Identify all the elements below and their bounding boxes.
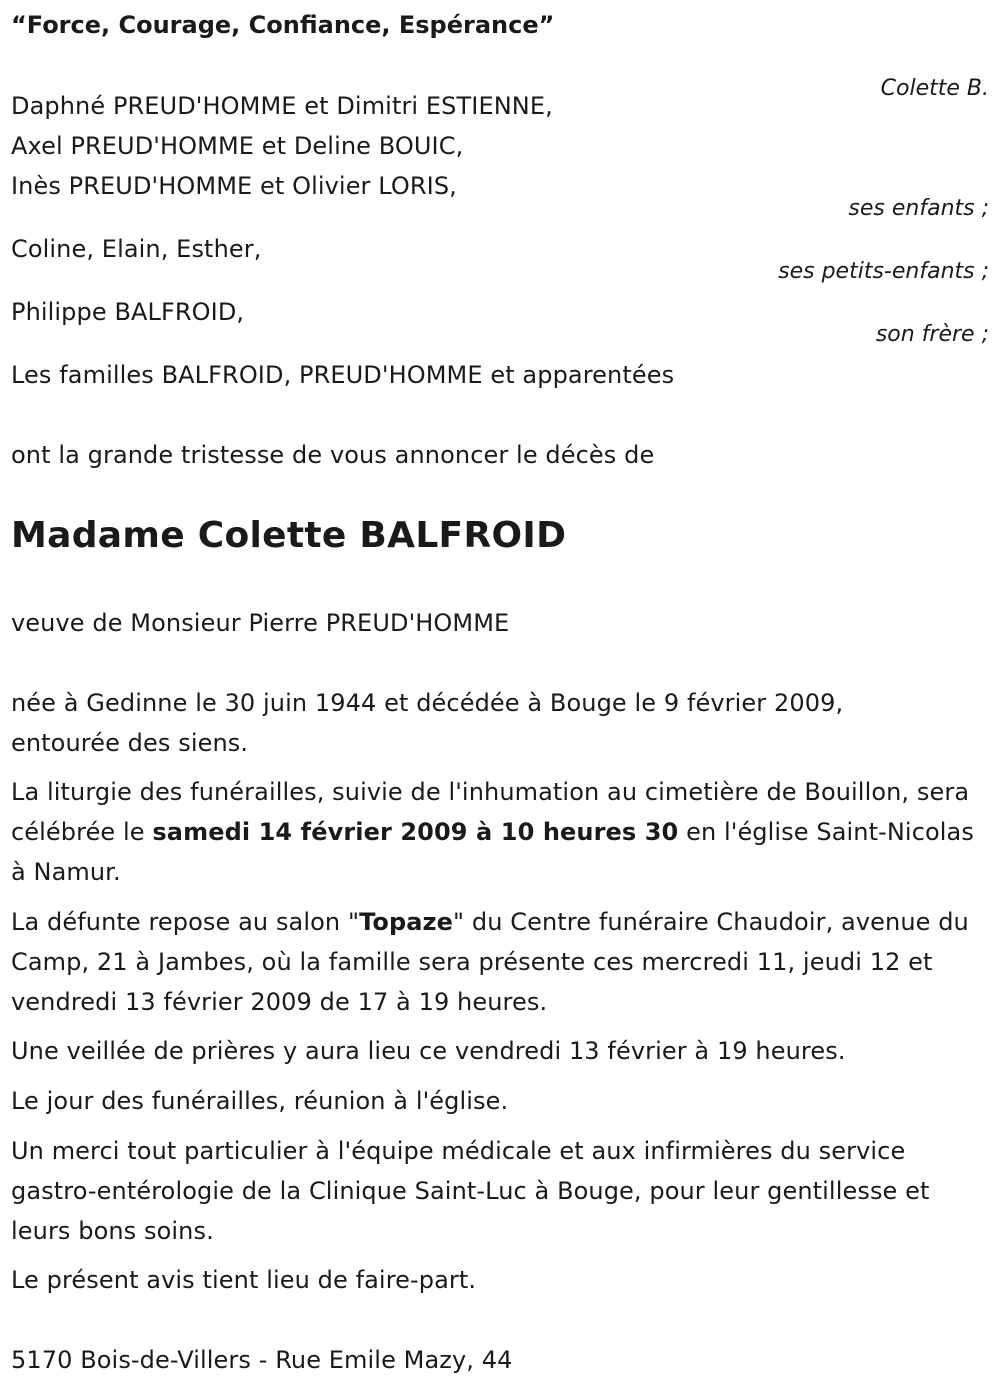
grandchildren-role: ses petits-enfants ; <box>778 259 989 284</box>
thanks-paragraph: Un merci tout particulier à l'équipe médicale et aux infirmières du service gastro-entérologie de la Clinique Saint-Luc à Bouge, pour leur gentillesse et leurs bons soins. <box>11 1137 930 1245</box>
grandchildren: Coline, Elain, Esther, <box>11 235 262 263</box>
salon-name: Topaze <box>359 908 453 936</box>
brother-role: son frère ; <box>875 322 989 347</box>
liturgy-text-before: La liturgie des funérailles, suivie de l'inhumation au cimetière de Bouillon, sera célébrée le <box>11 778 970 846</box>
liturgy-text-after: en l'église Saint-Nicolas à Namur. <box>11 818 974 886</box>
widow-of: veuve de Monsieur Pierre PREUD'HOMME <box>11 609 510 637</box>
children-line-2: Axel PREUD'HOMME et Deline BOUIC, <box>11 132 464 160</box>
children-line-1: Daphné PREUD'HOMME et Dimitri ESTIENNE, <box>11 92 553 120</box>
address: 5170 Bois-de-Villers - Rue Emile Mazy, 44 <box>11 1346 513 1374</box>
salon-text-before: La défunte repose au salon " <box>11 908 360 936</box>
salon-text-after: " du Centre funéraire Chaudoir, avenue du Camp, 21 à Jambes, où la famille sera présente ces mercredi 11, jeudi 12 et vendredi 13 février 2009 de 17 à 19 heures. <box>11 908 969 1016</box>
notice: Le présent avis tient lieu de faire-part. <box>11 1266 477 1294</box>
funeral-day: Le jour des funérailles, réunion à l'église. <box>11 1087 509 1115</box>
signature: Colette B. <box>880 76 989 101</box>
salon-paragraph <box>11 902 996 1022</box>
families: Les familles BALFROID, PREUD'HOMME et apparentées <box>11 361 675 389</box>
deceased-name: Madame Colette BALFROID <box>11 515 567 556</box>
brother: Philippe BALFROID, <box>11 298 245 326</box>
announcement: ont la grande tristesse de vous annoncer le décès de <box>11 441 655 469</box>
vigil: Une veillée de prières y aura lieu ce vendredi 13 février à 19 heures. <box>11 1037 846 1065</box>
liturgy-date: samedi 14 février 2009 à 10 heures 30 <box>152 818 679 846</box>
motto: “Force, Courage, Confiance, Espérance” <box>11 11 555 39</box>
birth-death-line-2: entourée des siens. <box>11 729 249 757</box>
liturgy-paragraph <box>11 772 996 892</box>
children-line-3: Inès PREUD'HOMME et Olivier LORIS, <box>11 172 457 200</box>
birth-death-line-1: née à Gedinne le 30 juin 1944 et décédée à Bouge le 9 février 2009, <box>11 689 844 717</box>
children-role: ses enfants ; <box>848 196 989 221</box>
